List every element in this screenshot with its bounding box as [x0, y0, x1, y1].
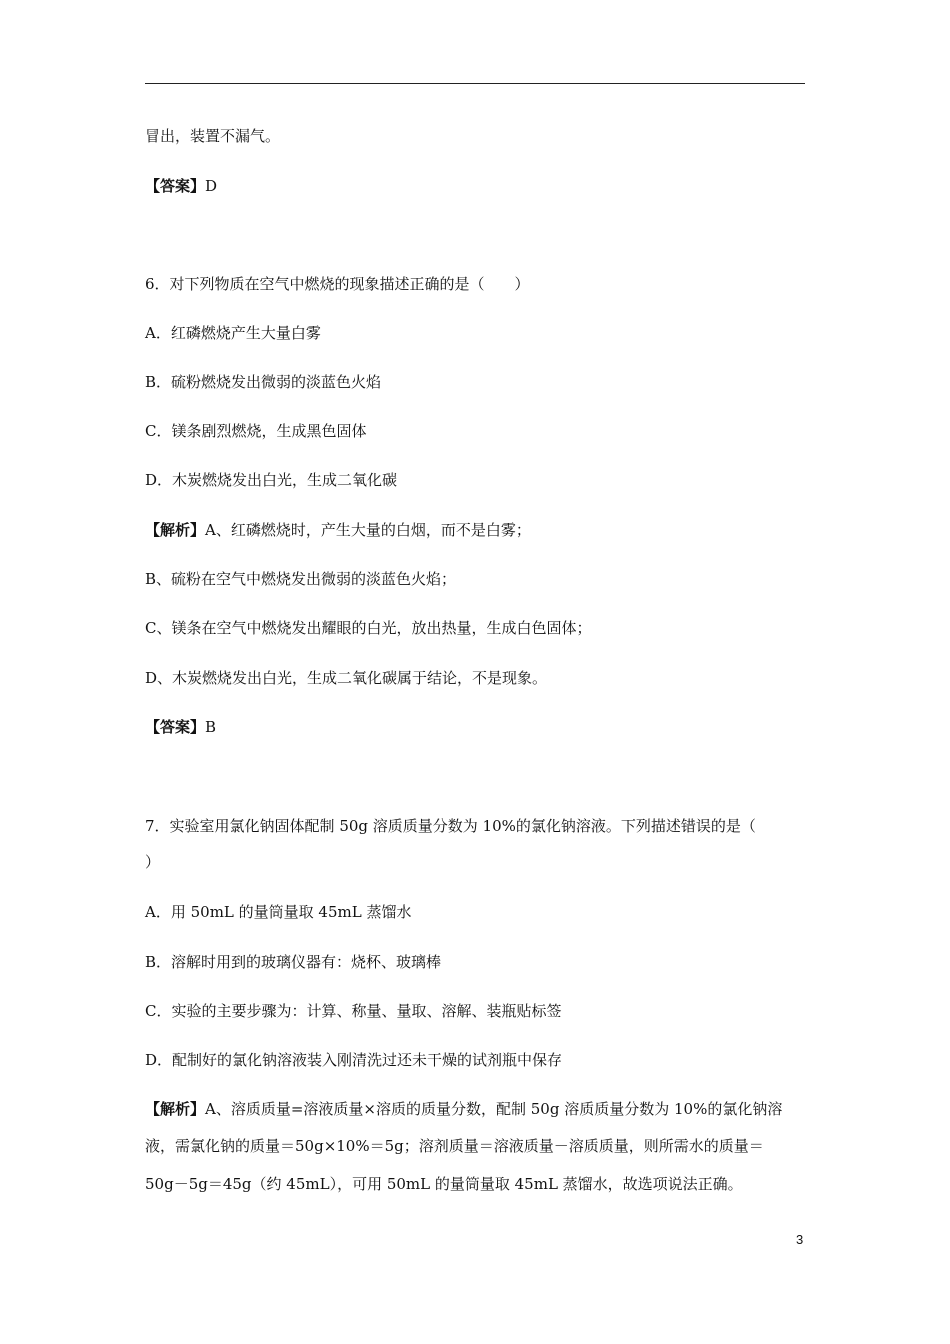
answer-label: 【答案】 — [145, 718, 206, 736]
header-rule — [145, 83, 805, 84]
question-6-analysis-line: D、木炭燃烧发出白光，生成二氧化碳属于结论，不是现象。 — [145, 669, 548, 687]
question-7-option-c: C．实验的主要步骤为：计算、称量、量取、溶解、装瓶贴标签 — [145, 1002, 562, 1020]
question-6-option-b: B．硫粉燃烧发出微弱的淡蓝色火焰 — [145, 373, 382, 391]
question-7-stem-continuation: ） — [145, 853, 161, 871]
question-7-option-d: D．配制好的氯化钠溶液装入刚清洗过还未干燥的试剂瓶中保存 — [145, 1051, 563, 1069]
analysis-text: A、红磷燃烧时，产生大量的白烟，而不是白雾； — [205, 521, 531, 539]
answer-5 — [145, 176, 217, 196]
question-6-analysis-line — [145, 520, 531, 540]
question-6-stem: 6．对下列物质在空气中燃烧的现象描述正确的是（ ） — [145, 275, 530, 293]
analysis-label: 【解析】 — [145, 521, 206, 539]
question-7-analysis-line: 液，需氯化钠的质量＝50g×10%＝5g；溶剂质量＝溶液质量－溶质质量，则所需水的质量＝ — [145, 1137, 764, 1155]
question-7-option-a: A．用 50mL 的量筒量取 45mL 蒸馏水 — [145, 903, 412, 921]
question-6-option-a: A．红磷燃烧产生大量白雾 — [145, 324, 321, 342]
question-7-option-b: B．溶解时用到的玻璃仪器有：烧杯、玻璃棒 — [145, 953, 442, 971]
question-7-analysis-line — [145, 1099, 782, 1119]
question-7-analysis-line: 50g－5g＝45g（约 45mL），可用 50mL 的量筒量取 45mL 蒸馏水，故选项说法正确。 — [145, 1175, 743, 1193]
analysis-label: 【解析】 — [145, 1100, 206, 1118]
question-7-stem: 7．实验室用氯化钠固体配制 50g 溶质质量分数为 10%的氯化钠溶液。下列描述错误的是（ — [145, 817, 756, 835]
page-number: 3 — [796, 1232, 804, 1247]
answer-6 — [145, 717, 216, 737]
question-6-analysis-line: B、硫粉在空气中燃烧发出微弱的淡蓝色火焰； — [145, 570, 457, 588]
analysis-text: A、溶质质量=溶液质量×溶质的质量分数，配制 50g 溶质质量分数为 10%的氯化钠溶 — [205, 1100, 783, 1118]
continuation-text: 冒出，装置不漏气。 — [145, 127, 281, 145]
question-6-option-d: D．木炭燃烧发出白光，生成二氧化碳 — [145, 471, 398, 489]
answer-value: B — [205, 718, 217, 736]
question-6-option-c: C．镁条剧烈燃烧，生成黑色固体 — [145, 422, 367, 440]
answer-value: D — [205, 177, 218, 195]
question-6-analysis-line: C、镁条在空气中燃烧发出耀眼的白光，放出热量，生成白色固体； — [145, 619, 592, 637]
answer-label: 【答案】 — [145, 177, 206, 195]
